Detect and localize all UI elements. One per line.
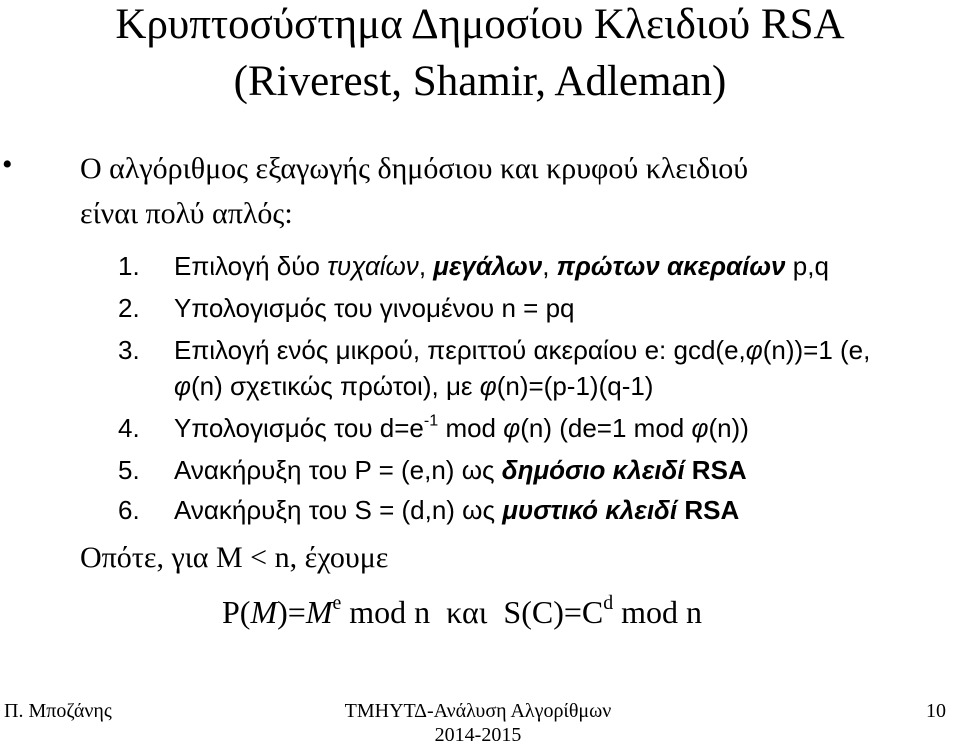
step-3-line-1: 3. Επιλογή ενός μικρού, περιττού ακεραίου e: gcd(e,φ(n))=1 (e, (118, 335, 871, 365)
page-number: 10 (926, 700, 946, 722)
step-6: 6. Ανακήρυξη του S = (d,n) ως μυστικό κλειδί RSA (118, 495, 740, 525)
slide-title-line-2: (Riverest, Shamir, Adleman) (233, 58, 727, 105)
step-5: 5. Ανακήρυξη του P = (e,n) ως δημόσιο κλειδί RSA (118, 455, 747, 485)
step-number: 3. (118, 335, 140, 365)
conclusion-text: Οπότε, για M < n, έχουμε (80, 541, 389, 574)
footer-course: ΤΜΗΥΤΔ-Ανάλυση Αλγορίθμων (344, 700, 612, 722)
step-4: 4. Υπολογισμός του $d=e^{-1}$ mod φ(n) (de=1 mod φ(n)) (118, 411, 749, 443)
intro-line-1: Ο αλγόριθμος εξαγωγής δημόσιου και κρυφού κλειδιού (80, 152, 749, 185)
step-number: 2. (118, 293, 140, 323)
intro-line-2: είναι πολύ απλός: (80, 197, 293, 230)
bullet-icon: • (2, 148, 13, 181)
step-1: 1. Επιλογή δύο τυχαίων, μεγάλων, πρώτων ακεραίων p,q (118, 251, 829, 281)
footer-year: 2014-2015 (434, 724, 522, 746)
step-number: 1. (118, 251, 140, 281)
step-2: 2. Υπολογισμός του γινομένου n = pq (118, 293, 575, 323)
footer-author: Π. Μποζάνης (4, 700, 112, 722)
step-number: 4. (118, 413, 140, 443)
slide-title-line-1: Κρυπτοσύστημα Δημοσίου Κλειδιού RSA (115, 1, 845, 48)
step-number: 6. (118, 495, 140, 525)
rsa-formula: $P(M)=M^e$ mod n και $S(C)=C^d$ mod n (222, 592, 703, 630)
step-number: 5. (118, 455, 140, 485)
step-3-line-2: φ(n) σχετικώς πρώτοι), με φ(n)=(p-1)(q-1) (174, 371, 654, 401)
